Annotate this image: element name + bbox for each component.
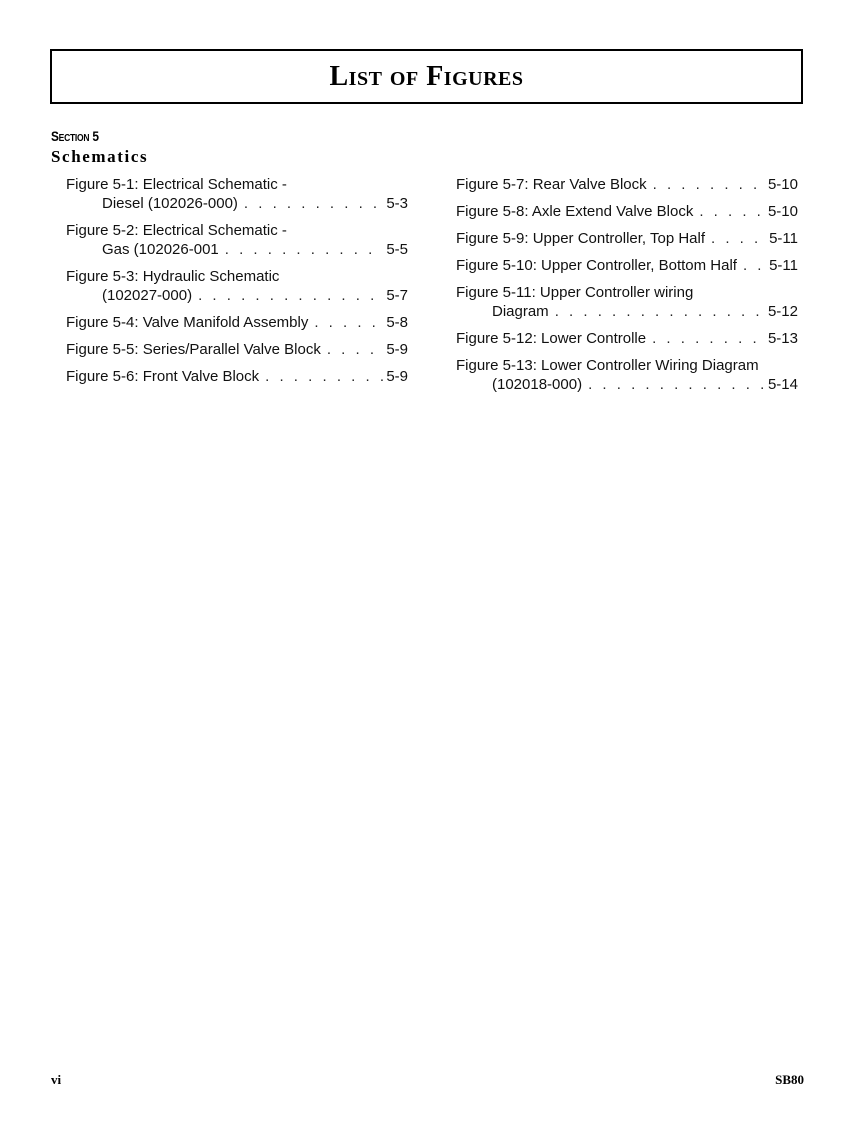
page-number: 5-11 xyxy=(769,257,798,274)
dot-leader xyxy=(265,367,383,386)
dot-leader xyxy=(743,256,766,275)
figure-title: Figure 5-6: Front Valve Block xyxy=(66,368,260,385)
figure-entry[interactable] xyxy=(66,340,408,359)
figure-title: Figure 5-11: Upper Controller wiring xyxy=(456,284,694,301)
dot-leader xyxy=(314,313,383,332)
page-number: 5-3 xyxy=(386,195,408,212)
page-number: 5-9 xyxy=(386,368,408,385)
figure-entry[interactable] xyxy=(66,175,408,213)
figure-entry[interactable] xyxy=(66,221,408,259)
figure-title: Figure 5-5: Series/Parallel Valve Block xyxy=(66,341,321,358)
figure-entry[interactable] xyxy=(456,202,798,221)
figure-title: Figure 5-3: Hydraulic Schematic xyxy=(66,268,280,285)
figure-entry[interactable] xyxy=(66,313,408,332)
page-number: 5-5 xyxy=(386,241,408,258)
dot-leader xyxy=(327,340,383,359)
figure-entry[interactable] xyxy=(456,256,798,275)
figure-title-cont: Diesel (102026-000) xyxy=(102,195,238,212)
section-label: Section 5 xyxy=(51,128,99,144)
dot-leader xyxy=(699,202,765,221)
figure-entry[interactable] xyxy=(66,267,408,305)
figure-title: Figure 5-2: Electrical Schematic - xyxy=(66,222,287,239)
figure-entry[interactable] xyxy=(456,175,798,194)
page-number: 5-10 xyxy=(767,203,798,220)
figure-title-cont: (102027-000) xyxy=(102,287,193,304)
figure-entry[interactable] xyxy=(66,367,408,386)
title-box xyxy=(50,49,803,104)
page-number: 5-7 xyxy=(386,287,408,304)
figure-title-cont: Gas (102026-001 xyxy=(102,241,219,258)
page-number: 5-14 xyxy=(767,376,798,393)
figure-title: Figure 5-13: Lower Controller Wiring Diagram xyxy=(456,357,759,374)
figure-title: Figure 5-8: Axle Extend Valve Block xyxy=(456,203,694,220)
page-number: 5-9 xyxy=(386,341,408,358)
dot-leader xyxy=(244,194,383,213)
figure-entry[interactable] xyxy=(456,283,798,321)
dot-leader xyxy=(588,375,765,394)
dot-leader xyxy=(711,229,766,248)
page-number: 5-12 xyxy=(767,303,798,320)
page-title: List of Figures xyxy=(329,60,524,92)
dot-leader xyxy=(652,329,765,348)
figure-entry[interactable] xyxy=(456,356,798,394)
dot-leader xyxy=(225,240,384,259)
figure-title: Figure 5-4: Valve Manifold Assembly xyxy=(66,314,309,331)
figure-title: Figure 5-9: Upper Controller, Top Half xyxy=(456,230,706,247)
figure-title-cont: Diagram xyxy=(492,303,549,320)
page-number: 5-11 xyxy=(769,230,798,247)
page-number: 5-8 xyxy=(386,314,408,331)
figure-list-right xyxy=(456,175,798,402)
figure-entry[interactable] xyxy=(456,229,798,248)
dot-leader xyxy=(198,286,383,305)
page-number: 5-13 xyxy=(767,330,798,347)
dot-leader xyxy=(555,302,765,321)
figure-title: Figure 5-12: Lower Controlle xyxy=(456,330,647,347)
figure-title: Figure 5-1: Electrical Schematic - xyxy=(66,176,287,193)
footer-page-number: vi xyxy=(51,1072,62,1087)
dot-leader xyxy=(653,175,765,194)
figure-title-cont: (102018-000) xyxy=(492,376,583,393)
figure-entry[interactable] xyxy=(456,329,798,348)
figure-title: Figure 5-7: Rear Valve Block xyxy=(456,176,647,193)
figure-title: Figure 5-10: Upper Controller, Bottom Half xyxy=(456,257,737,274)
section-name: Schematics xyxy=(51,147,149,166)
figure-list-left xyxy=(66,175,408,394)
page-number: 5-10 xyxy=(767,176,798,193)
footer-model: SB80 xyxy=(775,1072,804,1087)
